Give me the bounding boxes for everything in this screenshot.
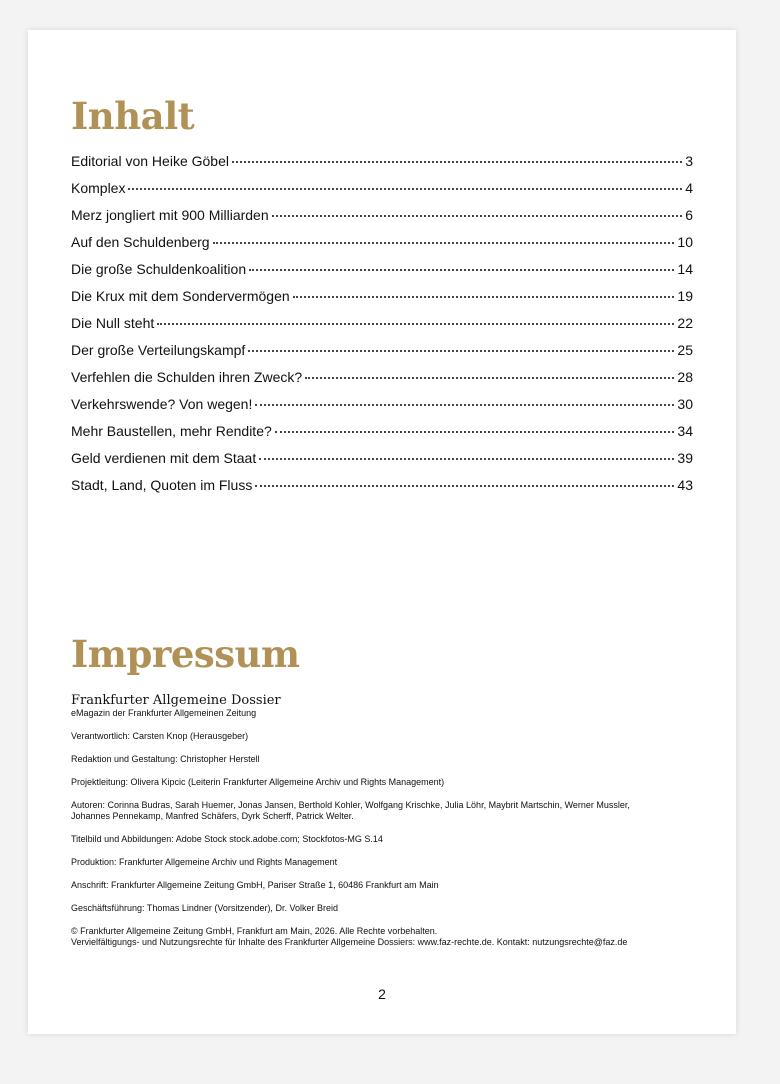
toc-entry[interactable] xyxy=(71,234,693,261)
management-line: Geschäftsführung: Thomas Lindner (Vorsitzender), Dr. Volker Breid xyxy=(71,903,338,913)
toc-entry-title: Die große Schuldenkoalition xyxy=(71,261,247,277)
editing-line: Redaktion und Gestaltung: Christopher Herstell xyxy=(71,754,260,764)
toc-entry-title: Komplex xyxy=(71,180,126,196)
toc-entry-page: 39 xyxy=(677,450,693,466)
toc-entry-page: 4 xyxy=(685,180,693,196)
toc-entry-page: 28 xyxy=(677,369,693,385)
imprint-heading: Impressum xyxy=(71,632,300,676)
toc-entry-title: Merz jongliert mit 900 Milliarden xyxy=(71,207,269,223)
toc-entry-page: 43 xyxy=(677,477,693,493)
rights-contact-line: Vervielfältigungs- und Nutzungsrechte für Inhalte des Frankfurter Allgemeine Dossiers: www.faz-rechte.de. Kontakt: nutzungsrechte@faz.de xyxy=(71,937,628,947)
toc-entry[interactable] xyxy=(71,369,693,396)
toc-entry-title: Die Krux mit dem Sondervermögen xyxy=(71,288,290,304)
toc-entry-title: Editorial von Heike Göbel xyxy=(71,153,229,169)
toc-entry[interactable] xyxy=(71,396,693,423)
toc-entry[interactable] xyxy=(71,342,693,369)
toc-entry-page: 3 xyxy=(685,153,693,169)
toc-entry-title: Der große Verteilungskampf xyxy=(71,342,246,358)
toc-entry[interactable] xyxy=(71,423,693,450)
toc-leader-dots xyxy=(255,404,674,406)
toc-leader-dots xyxy=(128,188,682,190)
toc-entry-page: 25 xyxy=(677,342,693,358)
toc-entry[interactable] xyxy=(71,261,693,288)
toc-entry-page: 22 xyxy=(677,315,693,331)
publication-subtitle: eMagazin der Frankfurter Allgemeinen Zeitung xyxy=(71,708,257,718)
toc-leader-dots xyxy=(232,161,682,163)
toc-entry-page: 30 xyxy=(677,396,693,412)
toc-leader-dots xyxy=(157,323,674,325)
toc-leader-dots xyxy=(305,377,674,379)
toc-entry-title: Auf den Schuldenberg xyxy=(71,234,210,250)
table-of-contents xyxy=(71,153,693,504)
toc-leader-dots xyxy=(249,269,674,271)
toc-leader-dots xyxy=(213,242,675,244)
toc-leader-dots xyxy=(272,215,683,217)
production-line: Produktion: Frankfurter Allgemeine Archiv und Rights Management xyxy=(71,857,338,867)
page-number: 2 xyxy=(378,986,386,1002)
toc-entry[interactable] xyxy=(71,315,693,342)
toc-entry-page: 10 xyxy=(677,234,693,250)
toc-entry[interactable] xyxy=(71,288,693,315)
toc-entry-title: Mehr Baustellen, mehr Rendite? xyxy=(71,423,272,439)
toc-entry[interactable] xyxy=(71,153,693,180)
toc-entry-title: Verfehlen die Schulden ihren Zweck? xyxy=(71,369,303,385)
project-lead-line: Projektleitung: Olivera Kipcic (Leiterin Frankfurter Allgemeine Archiv und Rights Management) xyxy=(71,777,445,787)
address-line: Anschrift: Frankfurter Allgemeine Zeitung GmbH, Pariser Straße 1, 60486 Frankfurt am Main xyxy=(71,880,439,890)
authors-line: Autoren: Corinna Budras, Sarah Huemer, Jonas Jansen, Berthold Kohler, Wolfgang Krischke, Julia Löhr, Maybrit Martschin, Werner Mussler, xyxy=(71,800,630,810)
toc-entry-page: 34 xyxy=(677,423,693,439)
toc-entry-title: Die Null steht xyxy=(71,315,155,331)
toc-entry-title: Geld verdienen mit dem Staat xyxy=(71,450,257,466)
toc-entry-title: Verkehrswende? Von wegen! xyxy=(71,396,253,412)
toc-entry[interactable] xyxy=(71,180,693,207)
toc-entry[interactable] xyxy=(71,477,693,504)
responsible-line: Verantwortlich: Carsten Knop (Herausgeber) xyxy=(71,731,249,741)
toc-entry[interactable] xyxy=(71,450,693,477)
toc-entry-title: Stadt, Land, Quoten im Fluss xyxy=(71,477,253,493)
toc-entry-page: 6 xyxy=(685,207,693,223)
publication-name: Frankfurter Allgemeine Dossier xyxy=(71,693,281,708)
copyright-line: © Frankfurter Allgemeine Zeitung GmbH, Frankfurt am Main, 2026. Alle Rechte vorbehalten. xyxy=(71,926,438,936)
toc-leader-dots xyxy=(259,458,674,460)
authors-line-continued: Johannes Pennekamp, Manfred Schäfers, Dyrk Scherff, Patrick Welter. xyxy=(71,811,354,821)
toc-entry-page: 19 xyxy=(677,288,693,304)
contents-heading: Inhalt xyxy=(71,94,195,138)
toc-entry-page: 14 xyxy=(677,261,693,277)
toc-entry[interactable] xyxy=(71,207,693,234)
toc-leader-dots xyxy=(255,485,674,487)
toc-leader-dots xyxy=(293,296,675,298)
imprint-block xyxy=(71,693,701,948)
images-credit-line: Titelbild und Abbildungen: Adobe Stock stock.adobe.com; Stockfotos-MG S.14 xyxy=(71,834,383,844)
toc-leader-dots xyxy=(275,431,675,433)
toc-leader-dots xyxy=(248,350,674,352)
document-page xyxy=(28,30,736,1034)
